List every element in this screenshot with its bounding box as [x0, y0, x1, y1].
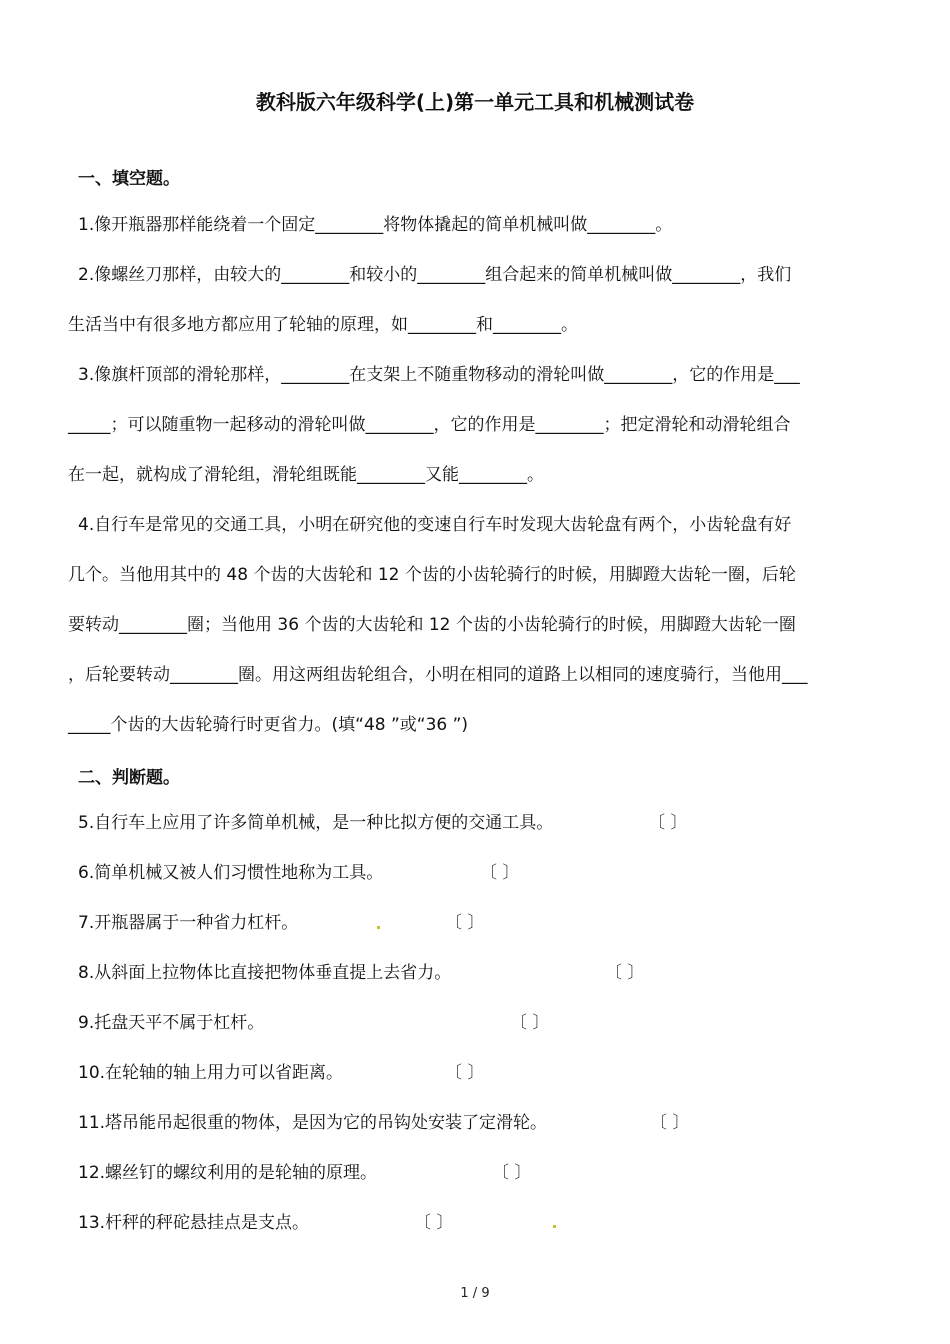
fill-blank-line: 在一起，就构成了滑轮组，滑轮组既能________又能________。: [68, 465, 544, 485]
judgment-item: 5.自行车上应用了许多简单机械，是一种比拟方便的交通工具。: [78, 813, 554, 833]
fill-blank-line: 4.自行车是常见的交通工具，小明在研究他的变速自行车时发现大齿轮盘有两个，小齿轮盘有好: [78, 515, 792, 535]
answer-bracket[interactable]: 〔 〕: [480, 863, 520, 883]
judgment-item: 9.托盘天平不属于杠杆。: [78, 1013, 265, 1033]
fill-blank-line: ，后轮要转动________圈。用这两组齿轮组合，小明在相同的道路上以相同的速度骑行，当他用___: [68, 665, 808, 685]
fill-blank-line: 1.像开瓶器那样能绕着一个固定________将物体撬起的简单机械叫做________。: [78, 215, 673, 235]
answer-bracket[interactable]: 〔 〕: [650, 1113, 690, 1133]
judgment-item: 11.塔吊能吊起很重的物体，是因为它的吊钩处安装了定滑轮。: [78, 1113, 548, 1133]
page-number: 1 / 9: [460, 1286, 490, 1301]
judgment-item: 13.杆秤的秤砣悬挂点是支点。: [78, 1213, 310, 1233]
answer-bracket[interactable]: 〔 〕: [414, 1213, 454, 1233]
answer-bracket[interactable]: 〔 〕: [510, 1013, 550, 1033]
speck-mark: [553, 1225, 556, 1228]
document-title: 教科版六年级科学(上)第一单元工具和机械测试卷: [255, 90, 695, 114]
fill-blank-line: _____；可以随重物一起移动的滑轮叫做________，它的作用是________；把定滑轮和动滑轮组合: [68, 415, 791, 435]
judgment-item: 12.螺丝钉的螺纹利用的是轮轴的原理。: [78, 1163, 378, 1183]
judgment-item: 10.在轮轴的轴上用力可以省距离。: [78, 1063, 344, 1083]
answer-bracket[interactable]: 〔 〕: [648, 813, 688, 833]
fill-blank-line: 3.像旗杆顶部的滑轮那样，________在支架上不随重物移动的滑轮叫做________，它的作用是___: [78, 365, 800, 385]
fill-blank-line: 2.像螺丝刀那样，由较大的________和较小的________组合起来的简单机械叫做________，我们: [78, 265, 792, 285]
fill-blank-line: 几个。当他用其中的 48 个齿的大齿轮和 12 个齿的小齿轮骑行的时候，用脚蹬大齿轮一圈，后轮: [68, 565, 796, 585]
judgment-item: 7.开瓶器属于一种省力杠杆。: [78, 913, 299, 933]
section-true-false-heading: 二、判断题。: [78, 768, 180, 788]
fill-blank-line: 要转动________圈；当他用 36 个齿的大齿轮和 12 个齿的小齿轮骑行的时候，用脚蹬大齿轮一圈: [68, 615, 796, 635]
fill-blank-line: 生活当中有很多地方都应用了轮轴的原理，如________和________。: [68, 315, 578, 335]
answer-bracket[interactable]: 〔 〕: [492, 1163, 532, 1183]
answer-bracket[interactable]: 〔 〕: [445, 913, 485, 933]
speck-mark: [377, 926, 380, 929]
section-fill-blank-heading: 一、填空题。: [78, 169, 180, 189]
judgment-item: 6.简单机械又被人们习惯性地称为工具。: [78, 863, 384, 883]
answer-bracket[interactable]: 〔 〕: [445, 1063, 485, 1083]
judgment-item: 8.从斜面上拉物体比直接把物体垂直提上去省力。: [78, 963, 452, 983]
fill-blank-line: _____个齿的大齿轮骑行时更省力。(填“48 ”或“36 ”): [68, 715, 469, 735]
answer-bracket[interactable]: 〔 〕: [605, 963, 645, 983]
